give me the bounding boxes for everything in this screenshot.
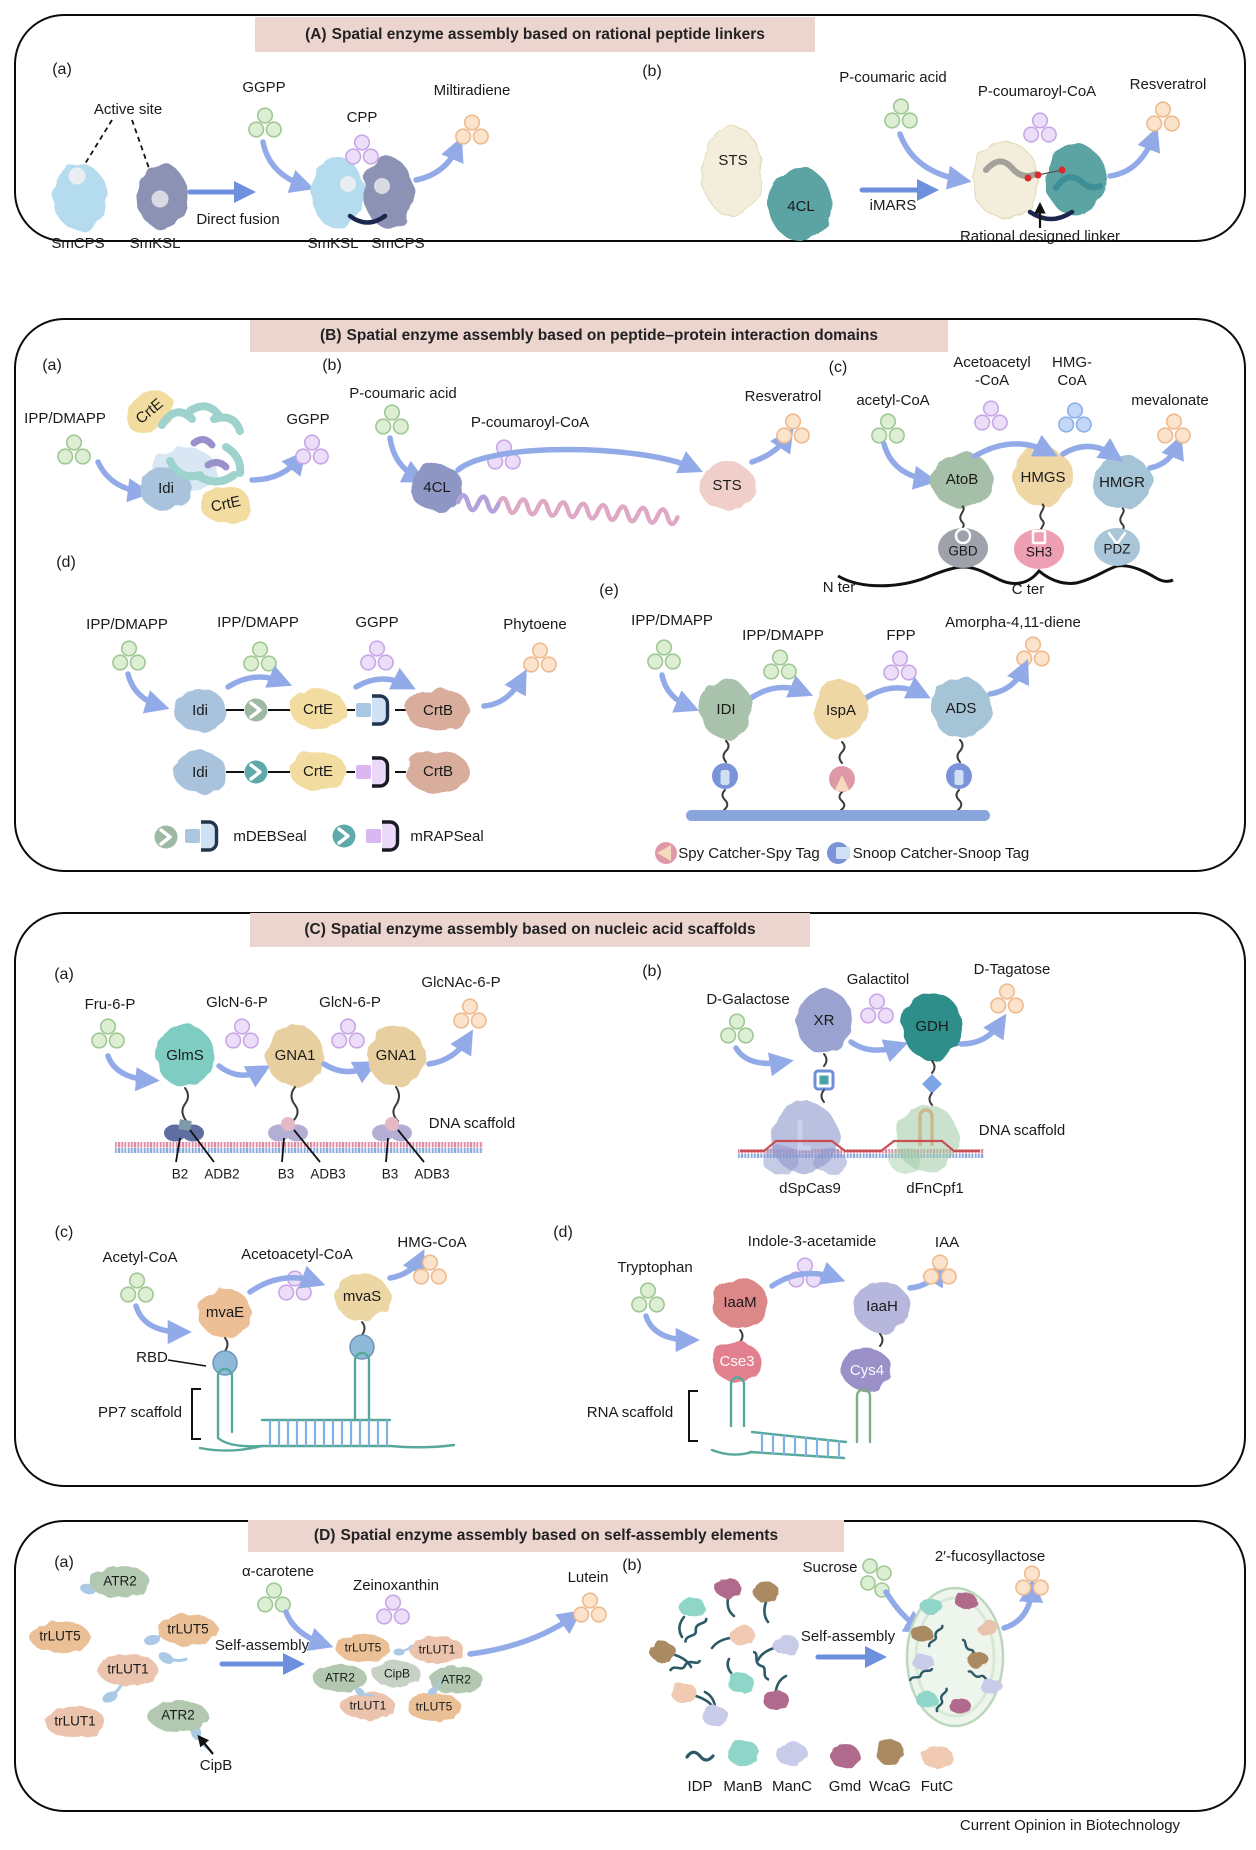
label-ispa: IspA (825, 701, 857, 719)
label-tryptophan: Tryptophan (617, 1258, 693, 1276)
label-mrapseal: mRAPSeal (410, 827, 484, 845)
idp-enzyme-field (650, 1578, 799, 1726)
sub-tag-Ba: (a) (42, 357, 62, 375)
label-hmgr: HMGR (1099, 473, 1145, 491)
label-ggpp-Aa: GGPP (242, 78, 286, 96)
label-mdebseal: mDEBSeal (233, 827, 307, 845)
mrapseal-clamp-row2 (356, 758, 388, 786)
label-p-coumaric-B: P-coumaric acid (349, 384, 457, 402)
label-hmg-2: CoA (1057, 371, 1087, 389)
anchor-b2-adb2 (164, 1119, 204, 1141)
label-gdh: GDH (915, 1017, 949, 1035)
scaffold-protein-backbone (838, 566, 1173, 586)
label-ipp1-Be: IPP/DMAPP (631, 611, 713, 629)
label-pdz: PDZ (1103, 541, 1131, 557)
label-phytoene: Phytoene (503, 615, 567, 633)
snoop-catcher-ads (946, 763, 972, 789)
legend-blob-gmd (830, 1744, 860, 1768)
spy-catcher-ispa (829, 766, 855, 792)
label-dna-scaffold-Ca: DNA scaffold (428, 1114, 516, 1132)
label-crte-top: CrtE (132, 395, 167, 428)
label-d-galactose: D-Galactose (706, 990, 790, 1008)
panel-B-title: Spatial enzyme assembly based on peptide–protein interaction domains (346, 327, 878, 344)
label-b2: B2 (171, 1166, 189, 1182)
sub-tag-Bb: (b) (322, 357, 342, 375)
label-resveratrol-A: Resveratrol (1129, 75, 1207, 93)
label-hmg-coa-Cc: HMG-CoA (397, 1233, 467, 1251)
label-cluster-atr2-b: ATR2 (441, 1672, 471, 1687)
label-sts-A: STS (718, 151, 748, 169)
label-glcn6p-1: GlcN-6-P (206, 993, 268, 1011)
legend-mdebseal-pacman (155, 826, 178, 849)
journal-credit: Current Opinion in Biotechnology (959, 1816, 1181, 1834)
enzyme-blob-smcps-fused (363, 157, 413, 227)
sub-tag-Cc: (c) (54, 1224, 74, 1242)
label-crte-row1: CrtE (303, 700, 333, 718)
label-acetyl-coa-Cc: Acetyl-CoA (102, 1248, 178, 1266)
label-iaam: IaaM (723, 1293, 757, 1311)
rna-scaffold-structure (712, 1378, 870, 1459)
rbd-domain-1 (213, 1351, 237, 1375)
label-p-coumaroyl-B: P-coumaroyl-CoA (470, 413, 590, 431)
sub-tag-Bd: (d) (56, 554, 76, 572)
legend-mdebseal-clamp (185, 822, 217, 850)
snoop-catcher-idi (712, 763, 738, 789)
label-cluster-trlut5-a: trLUT5 (344, 1640, 382, 1655)
sub-tag-Da: (a) (54, 1554, 74, 1572)
label-cipb: CipB (199, 1756, 233, 1774)
anchor-b3-adb3-2 (372, 1117, 412, 1142)
label-sh3: SH3 (1025, 544, 1053, 560)
label-rational-linker: Rational designed linker (959, 227, 1121, 245)
label-wcag: WcaG (869, 1777, 911, 1795)
sub-tag-Ab: (b) (642, 63, 662, 81)
label-p-coumaric-A: P-coumaric acid (839, 68, 947, 86)
label-pp7-scaffold: PP7 scaffold (98, 1403, 182, 1421)
label-gna1-2: GNA1 (375, 1046, 417, 1064)
label-atr2-1: ATR2 (103, 1573, 137, 1589)
label-smksl-fused: SmKSL (307, 234, 359, 252)
label-smcps-fused: SmCPS (371, 234, 425, 252)
membrane-scaffold-bar (686, 810, 990, 821)
self-assembled-micelle (907, 1588, 1003, 1726)
label-idp: IDP (687, 1777, 713, 1795)
label-ipp-Ba: IPP/DMAPP (24, 409, 106, 427)
label-iaa: IAA (934, 1233, 960, 1251)
label-mvae: mvaE (205, 1303, 245, 1321)
label-smcps: SmCPS (51, 234, 105, 252)
label-fpp: FPP (886, 626, 916, 644)
label-n-ter: N ter (822, 578, 856, 596)
panel-B-tag: (B) (320, 327, 342, 344)
label-ads: ADS (945, 699, 977, 717)
label-crte-bottom: CrtE (209, 492, 243, 516)
sub-tag-Db: (b) (622, 1557, 642, 1575)
label-hmg-1: HMG- (1052, 353, 1092, 371)
label-trlut1-2: trLUT1 (54, 1713, 96, 1729)
label-rbd: RBD (136, 1348, 168, 1366)
label-cluster-trlut1-a: trLUT1 (418, 1642, 456, 1657)
label-ipp2-Bd: IPP/DMAPP (217, 613, 299, 631)
legend-blob-manb (727, 1740, 759, 1766)
panel-D-tag: (D) (313, 1527, 336, 1544)
label-active-site: Active site (93, 100, 163, 118)
label-adb3-2: ADB3 (414, 1166, 450, 1182)
label-fru6p: Fru-6-P (84, 995, 136, 1013)
label-c-ter: C ter (1011, 580, 1045, 598)
label-xr: XR (813, 1011, 835, 1029)
label-lutein: Lutein (567, 1568, 609, 1586)
label-mvas: mvaS (342, 1287, 382, 1305)
rbd-domain-2 (350, 1335, 374, 1359)
sub-tag-Bc: (c) (828, 359, 848, 377)
label-acetoacetyl-coa-Cc: Acetoacetyl-CoA (241, 1245, 353, 1263)
label-ggpp-Bd: GGPP (355, 613, 399, 631)
label-self-assembly-Da: Self-assembly (214, 1636, 310, 1654)
label-cys4: Cys4 (849, 1361, 885, 1379)
mrapseal-pacman-row2 (245, 761, 268, 784)
label-idi-row2: Idi (192, 763, 208, 781)
label-crte-row2: CrtE (303, 762, 333, 780)
legend-blob-futc (921, 1746, 953, 1768)
label-snoop-catcher: Snoop Catcher-Snoop Tag (852, 844, 1030, 862)
label-d-tagatose: D-Tagatose (973, 960, 1051, 978)
label-manb: ManB (723, 1777, 763, 1795)
label-rna-scaffold: RNA scaffold (586, 1403, 674, 1421)
label-adb3-1: ADB3 (310, 1166, 346, 1182)
label-hmgs: HMGS (1020, 468, 1066, 486)
label-sts-B: STS (712, 476, 742, 494)
label-miltiradiene: Miltiradiene (433, 81, 511, 99)
label-sucrose: Sucrose (802, 1558, 858, 1576)
label-zeinoxanthin: Zeinoxanthin (353, 1576, 439, 1594)
label-gna1-1: GNA1 (274, 1046, 316, 1064)
label-idi-Ba: Idi (158, 479, 174, 497)
sub-tag-Ca: (a) (54, 966, 74, 984)
connector-diamond (922, 1074, 942, 1094)
label-imars: iMARS (869, 196, 917, 214)
label-smksl: SmKSL (129, 234, 181, 252)
label-ipp1-Bd: IPP/DMAPP (86, 615, 168, 633)
legend-blob-wcag (876, 1739, 904, 1765)
label-glcn6p-2: GlcN-6-P (319, 993, 381, 1011)
label-glms: GlmS (166, 1046, 204, 1064)
label-fucosyllactose: 2′-fucosyllactose (934, 1547, 1046, 1565)
label-dspcas9: dSpCas9 (779, 1179, 841, 1197)
label-cluster-atr2-a: ATR2 (325, 1670, 355, 1685)
label-b3-2: B3 (381, 1166, 399, 1182)
label-idi-Be: IDI (716, 700, 736, 718)
label-gmd: Gmd (828, 1777, 862, 1795)
label-ipp2-Be: IPP/DMAPP (742, 626, 824, 644)
sub-tag-Be: (e) (599, 582, 619, 600)
panel-A-title: Spatial enzyme assembly based on rational peptide linkers (331, 25, 765, 43)
label-ggpp-Ba: GGPP (286, 410, 330, 428)
label-atr2-2: ATR2 (161, 1707, 195, 1723)
panel-D-graphics (30, 1559, 1048, 1768)
panel-C-title: Spatial enzyme assembly based on nucleic acid scaffolds (330, 921, 756, 938)
label-adb2: ADB2 (204, 1166, 240, 1182)
label-spy-catcher: Spy Catcher-Spy Tag (678, 844, 820, 862)
label-crtb-row2: CrtB (423, 762, 453, 780)
panel-D-title: Spatial enzyme assembly based on self-assembly elements (340, 1527, 779, 1544)
mdebseal-pacman-row1 (245, 699, 268, 722)
label-idi-row1: Idi (192, 701, 208, 719)
label-cluster-trlut1-b: trLUT1 (349, 1698, 387, 1713)
label-acetyl-coa-Bc: acetyl-CoA (856, 391, 930, 409)
label-cluster-cipb: CipB (383, 1666, 411, 1681)
panel-C-tag: (C) (304, 921, 326, 938)
label-cpp: CPP (346, 108, 378, 126)
label-p-coumaroyl-A: P-coumaroyl-CoA (977, 82, 1097, 100)
label-cluster-trlut5-b: trLUT5 (415, 1699, 453, 1714)
label-acetoacetyl-2: -CoA (974, 371, 1010, 389)
label-self-assembly-Db: Self-assembly (800, 1627, 896, 1645)
panel-C-graphics (92, 984, 1023, 1458)
label-atob: AtoB (945, 470, 979, 488)
label-galactitol: Galactitol (846, 970, 910, 988)
label-manc: ManC (771, 1777, 813, 1795)
pp7-rna-scaffold (200, 1353, 454, 1451)
label-b3-1: B3 (277, 1166, 295, 1182)
label-acetoacetyl-1: Acetoacetyl (953, 353, 1031, 371)
label-crtb-row1: CrtB (423, 701, 453, 719)
label-alpha-carotene: α-carotene (241, 1562, 315, 1580)
panel-A-tag: (A) (305, 25, 327, 43)
label-4cl-A: 4CL (787, 197, 815, 215)
label-cse3: Cse3 (719, 1352, 755, 1370)
label-gbd: GBD (948, 543, 978, 559)
legend-idp-squiggle (687, 1752, 713, 1760)
label-trlut5-2: trLUT5 (167, 1621, 209, 1637)
label-dfncpf1: dFnCpf1 (906, 1179, 964, 1197)
sub-tag-Aa: (a) (52, 61, 72, 79)
label-amorphadiene: Amorpha-4,11-diene (945, 613, 1081, 631)
legend-mrapseal-clamp (366, 822, 398, 850)
legend-blob-manc (776, 1742, 808, 1766)
label-glcnac6p: GlcNAc-6-P (421, 973, 501, 991)
anchor-b3-adb3-1 (268, 1117, 308, 1142)
legend-mrapseal-pacman (333, 825, 356, 848)
label-futc: FutC (920, 1777, 954, 1795)
label-iaah: IaaH (866, 1297, 898, 1315)
label-trlut1-1: trLUT1 (107, 1661, 149, 1677)
label-dna-scaffold-Cb: DNA scaffold (978, 1121, 1066, 1139)
enzyme-blob-sts-A (702, 126, 762, 216)
mdebseal-clamp-row1 (356, 696, 388, 724)
label-direct-fusion: Direct fusion (196, 210, 280, 228)
label-4cl-B: 4CL (423, 478, 451, 496)
label-mevalonate: mevalonate (1131, 391, 1209, 409)
label-indole: Indole-3-acetamide (747, 1232, 877, 1250)
sub-tag-Cd: (d) (553, 1224, 573, 1242)
label-trlut5-1: trLUT5 (39, 1628, 81, 1644)
sub-tag-Cb: (b) (642, 963, 662, 981)
label-resveratrol-B: Resveratrol (744, 387, 822, 405)
